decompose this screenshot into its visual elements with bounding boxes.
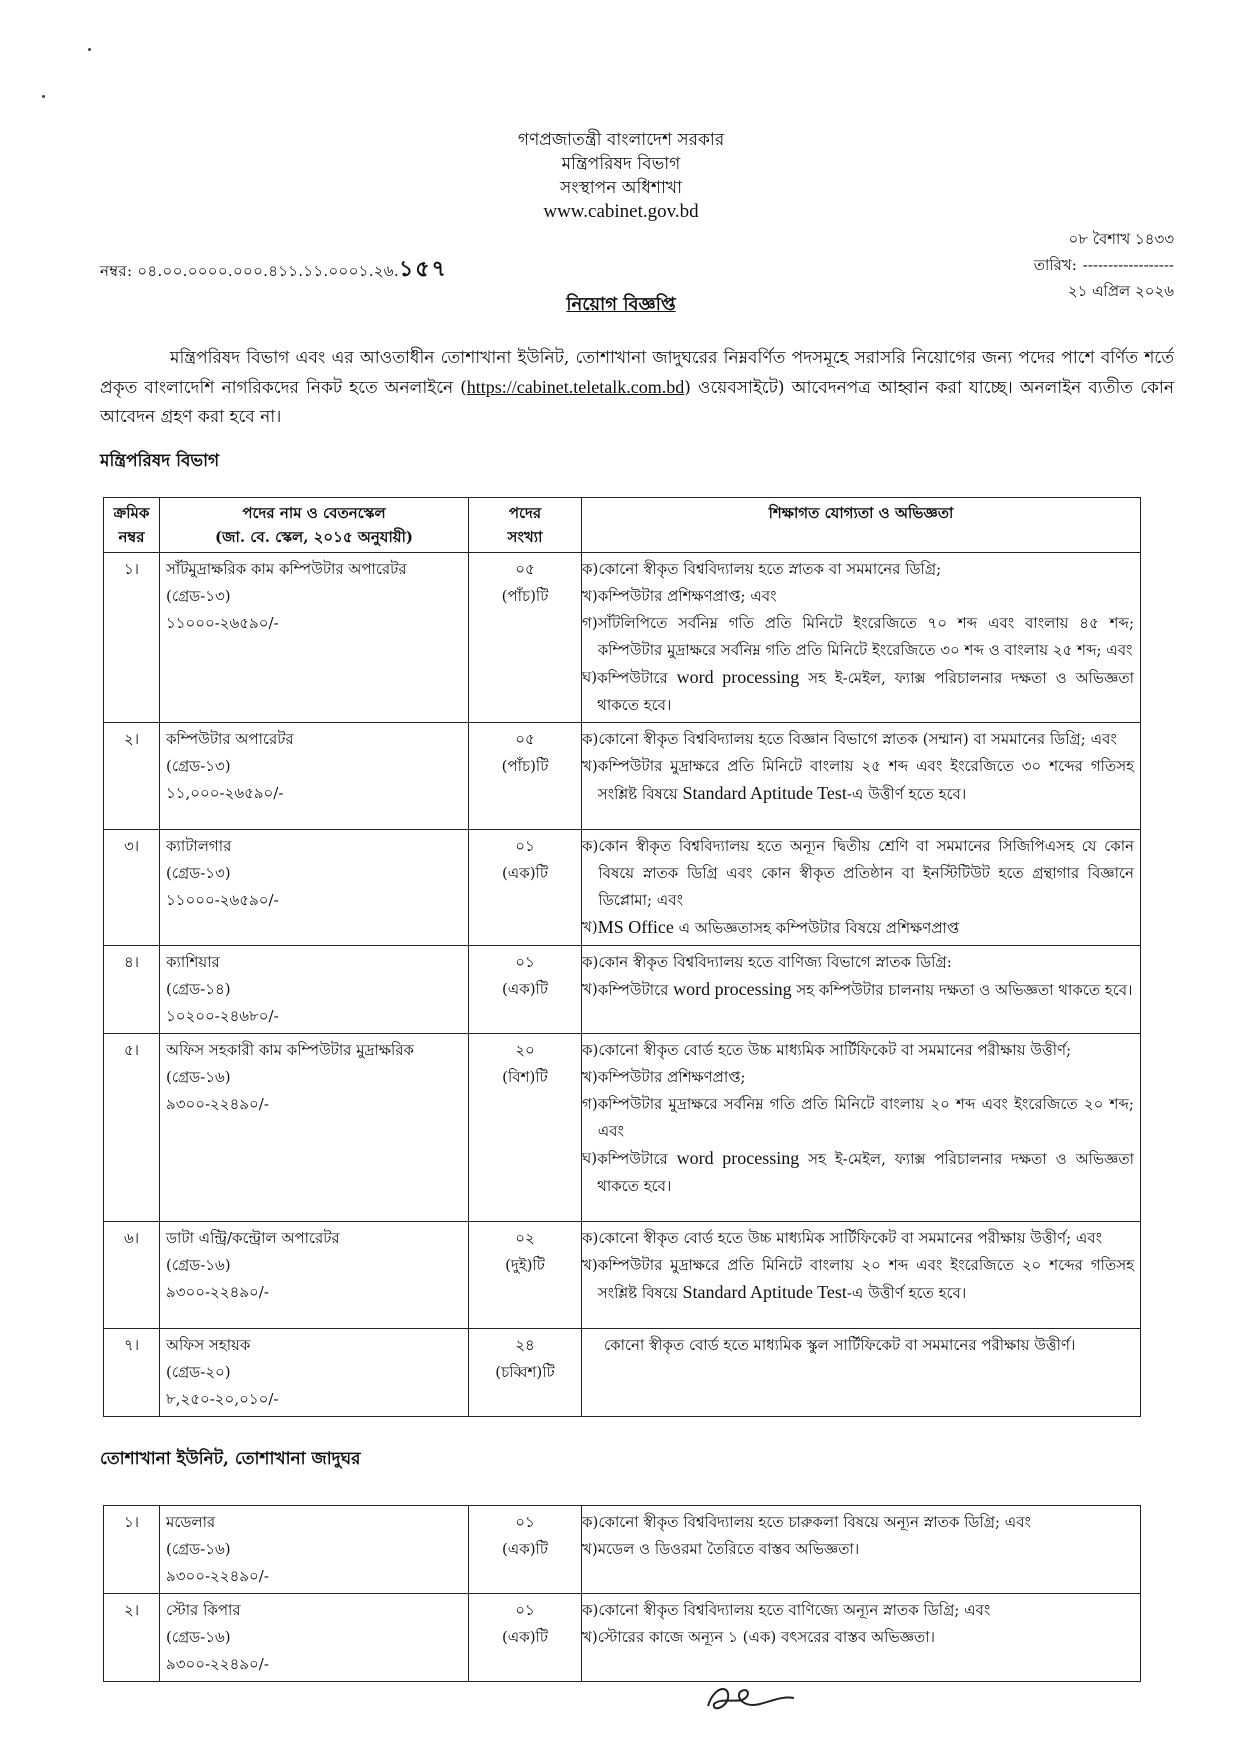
post-grade: (গ্রেড-১৬)	[166, 1540, 231, 1558]
signature	[700, 1678, 800, 1718]
table-row	[104, 1222, 1141, 1329]
section-heading-cabinet: মন্ত্রিপরিষদ বিভাগ	[100, 451, 220, 471]
qualification-item	[582, 664, 1134, 719]
post-name: সাঁটমুদ্রাক্ষরিক কাম কম্পিউটার অপারেটর	[166, 560, 407, 578]
post-name: অফিস সহায়ক	[166, 1336, 251, 1354]
post-count-words: (চব্বিশ)টি	[495, 1363, 555, 1381]
website: www.cabinet.gov.bd	[543, 201, 699, 222]
post-name: অফিস সহকারী কাম কম্পিউটার মুদ্রাক্ষরিক	[166, 1041, 415, 1059]
post-name: মডেলার	[166, 1513, 216, 1531]
post-scale: ১১০০০-২৬৫৯০/-	[166, 891, 279, 909]
scan-speck	[88, 48, 91, 51]
qualification-item	[582, 949, 1134, 976]
table-row	[104, 830, 1141, 946]
cell-count	[469, 1594, 582, 1682]
post-grade: (গ্রেড-১৬)	[166, 1256, 231, 1274]
cell-serial: ২।	[104, 1594, 160, 1682]
memo-prefix: নম্বর: ০৪.০০.০০০০.০০০.৪১১.১১.০০০১.২৬.	[100, 262, 399, 280]
table-header-row	[104, 498, 1141, 553]
cell-count	[469, 1506, 582, 1594]
col-qualification: শিক্ষাগত যোগ্যতা ও অভিজ্ঞতা	[582, 498, 1141, 553]
cell-serial: ৩।	[104, 830, 160, 946]
qualification-item	[582, 1037, 1134, 1064]
qualification-item	[582, 556, 1134, 583]
post-name: ক্যাশিয়ার	[166, 953, 220, 971]
post-count: ০২	[515, 1229, 535, 1247]
cell-count	[469, 723, 582, 830]
post-grade: (গ্রেড-১৬)	[166, 1068, 231, 1086]
qualification-text: মডেল ও ডিওরমা তৈরিতে বাস্তব অভিজ্ঞতা।	[597, 1540, 860, 1558]
post-scale: ৯৩০০-২২৪৯০/-	[166, 1283, 269, 1301]
date-english: ২১ এপ্রিল ২০২৬	[1067, 282, 1174, 300]
qualification-item	[582, 753, 1134, 808]
post-count-words: (এক)টি	[501, 864, 549, 882]
cell-post	[160, 1329, 469, 1417]
government-name: গণপ্রজাতন্ত্রী বাংলাদেশ সরকার	[517, 130, 725, 150]
post-count: ০১	[515, 1601, 535, 1619]
branch-name: সংস্থাপন অধিশাখা	[559, 178, 683, 198]
post-scale: ৯৩০০-২২৪৯০/-	[166, 1095, 269, 1113]
qualification-item	[582, 1624, 1134, 1651]
col-count: পদের সংখ্যা	[469, 498, 582, 553]
cell-serial: ৬।	[104, 1222, 160, 1329]
qualification-label: খ)	[582, 918, 598, 936]
cell-serial: ১।	[104, 1506, 160, 1594]
table-row	[104, 1034, 1141, 1222]
qualification-item	[582, 1509, 1134, 1536]
notice-title: নিয়োগ বিজ্ঞপ্তি	[566, 294, 676, 315]
qualification-label: গ)	[582, 1095, 598, 1113]
qualification-text: কোনো স্বীকৃত বোর্ড হতে মাধ্যমিক স্কুল সার্টিফিকেট বা সমমানের পরীক্ষায় উত্তীর্ণ।	[604, 1336, 1076, 1354]
qualification-item	[582, 1225, 1134, 1252]
qualification-label: ক)	[582, 1601, 599, 1619]
cell-qualification	[582, 1329, 1141, 1417]
post-name: ক্যাটালগার	[166, 837, 232, 855]
post-grade: (গ্রেড-২০)	[166, 1363, 231, 1381]
cell-qualification	[582, 1034, 1141, 1222]
post-scale: ১১,০০০-২৬৫৯০/-	[166, 784, 284, 802]
qualification-text: কম্পিউটারে word processing সহ কম্পিউটার চালনায় দক্ষতা ও অভিজ্ঞতা থাকতে হবে।	[597, 979, 1133, 999]
post-name: স্টোর কিপার	[166, 1601, 241, 1619]
cell-count	[469, 1329, 582, 1417]
qualification-text: কম্পিউটার মুদ্রাক্ষরে সর্বনিম্ন গতি প্রতি মিনিটে বাংলায় ২০ শব্দ এবং ইংরেজিতে ২০ শব্দ; এবং	[597, 1095, 1134, 1140]
qualification-label: খ)	[582, 1628, 598, 1646]
post-scale: ৯৩০০-২২৪৯০/-	[166, 1567, 269, 1585]
cell-serial: ৪।	[104, 946, 160, 1034]
qualification-text: কম্পিউটার প্রশিক্ষণপ্রাপ্ত;	[597, 1068, 746, 1086]
qualification-item	[582, 1064, 1134, 1091]
cell-qualification	[582, 946, 1141, 1034]
qualification-text: কোনো স্বীকৃত বিশ্ববিদ্যালয় হতে স্নাতক বা সমমানের ডিগ্রি;	[598, 560, 942, 578]
cell-qualification	[582, 1222, 1141, 1329]
post-count-words: (বিশ)টি	[502, 1068, 548, 1086]
qualification-item	[582, 1597, 1134, 1624]
qualification-item	[588, 1332, 1134, 1359]
qualification-item	[582, 583, 1134, 610]
cell-count	[469, 553, 582, 723]
qualification-label: খ)	[582, 1540, 598, 1558]
qualification-label: ক)	[582, 1041, 599, 1059]
cell-count	[469, 1034, 582, 1222]
post-count-words: (এক)টি	[501, 1540, 549, 1558]
qualification-item	[582, 1091, 1134, 1145]
cell-post	[160, 1034, 469, 1222]
date-separator: ------------------	[1082, 256, 1174, 274]
qualification-item	[582, 610, 1134, 664]
qualification-text: MS Office এ অভিজ্ঞতাসহ কম্পিউটার বিষয়ে প্রশিক্ষণপ্রাপ্ত	[597, 917, 960, 937]
cell-serial: ৫।	[104, 1034, 160, 1222]
qualification-text: কোনো স্বীকৃত বিশ্ববিদ্যালয় হতে চারুকলা বিষয়ে অন্যূন স্নাতক ডিগ্রি; এবং	[598, 1513, 1032, 1531]
qualification-text: কোনো স্বীকৃত বোর্ড হতে উচ্চ মাধ্যমিক সার্টিফিকেট বা সমমানের পরীক্ষায় উত্তীর্ণ;	[598, 1041, 1072, 1059]
post-name: ডাটা এন্ট্রি/কন্ট্রোল অপারেটর	[166, 1229, 340, 1247]
qualification-text: কোন স্বীকৃত বিশ্ববিদ্যালয় হতে বাণিজ্য বিভাগে স্নাতক ডিগ্রি:	[598, 953, 952, 971]
cell-serial: ৭।	[104, 1329, 160, 1417]
qualification-label: খ)	[582, 757, 598, 775]
qualification-label: ক)	[582, 953, 599, 971]
qualification-text: কম্পিউটার মুদ্রাক্ষরে প্রতি মিনিটে বাংলায় ২৫ শব্দ এবং ইংরেজিতে ৩০ শব্দের গতিসহ সংশ্লিষ্ট বিষয়ে Standard Aptitude Test-এ উত্তীর্ণ হতে হবে।	[597, 757, 1134, 803]
date-label: তারিখ:	[1033, 256, 1077, 274]
post-count-words: (দুই)টি	[505, 1256, 545, 1274]
cell-post	[160, 1222, 469, 1329]
post-grade: (গ্রেড-১৬)	[166, 1628, 231, 1646]
qualification-text: কম্পিউটারে word processing সহ ই-মেইল, ফ্যাক্স পরিচালনার দক্ষতা ও অভিজ্ঞতা থাকতে হবে।	[597, 667, 1134, 714]
qualification-label: ঘ)	[582, 1149, 598, 1167]
qualification-label: খ)	[582, 587, 598, 605]
cell-qualification	[582, 830, 1141, 946]
qualification-text: কম্পিউটার মুদ্রাক্ষরে প্রতি মিনিটে বাংলায় ২০ শব্দ এবং ইংরেজিতে ২০ শব্দের গতিসহ সংশ্লিষ্ট বিষয়ে Standard Aptitude Test-এ উত্তীর্ণ হতে হবে।	[597, 1256, 1134, 1302]
post-count-words: (এক)টি	[501, 1628, 549, 1646]
qualification-text: কম্পিউটারে word processing সহ ই-মেইল, ফ্যাক্স পরিচালনার দক্ষতা ও অভিজ্ঞতা থাকতে হবে।	[597, 1148, 1134, 1195]
cell-qualification	[582, 1506, 1141, 1594]
qualification-label: ক)	[582, 1513, 599, 1531]
jobs-table-cabinet	[103, 497, 1141, 1417]
cell-post	[160, 1594, 469, 1682]
table-row	[104, 553, 1141, 723]
qualification-text: কোন স্বীকৃত বিশ্ববিদ্যালয় হতে অন্যূন দ্বিতীয় শ্রেণি বা সমমানের সিজিপিএসহ যে কোন বিষয়ে স্নাতক ডিগ্রি এবং কোন স্বীকৃত প্রতিষ্ঠান বা ইনস্টিটিউট হতে গ্রন্থাগার বিজ্ঞানে ডিপ্লোমা; এবং	[598, 837, 1134, 909]
post-count: ২৪	[515, 1336, 535, 1354]
qualification-item	[582, 914, 1134, 942]
post-count: ০১	[515, 1513, 535, 1531]
col-post: পদের নাম ও বেতনস্কেল (জা. বে. স্কেল, ২০১৫ অনুযায়ী)	[160, 498, 469, 553]
qualification-label: গ)	[582, 614, 598, 632]
post-scale: ৯৩০০-২২৪৯০/-	[166, 1655, 269, 1673]
post-scale: ৮,২৫০-২০,০১০/-	[166, 1390, 279, 1408]
intro-text-after: ওয়েবসাইটে) আবেদনপত্র আহ্বান করা যাচ্ছে। অনলাইন ব্যতীত কোন আবেদন গ্রহণ করা হবে না।	[100, 378, 1174, 427]
intro-paragraph: মন্ত্রিপরিষদ বিভাগ এবং এর আওতাধীন তোশাখানা ইউনিট, তোশাখানা জাদুঘরের নিম্নবর্ণিত পদসমূহে সরাসরি নিয়োগের জন্য পদের পাশে বর্ণিত শর্তে প্রকৃত বাংলাদেশি নাগরিকদের নিকট হতে অনলাইনে (https://cabinet.teletalk.com.bd) ওয়েবসাইটে) আবেদনপত্র আহ্বান করা যাচ্ছে। অনলাইন ব্যতীত কোন আবেদন গ্রহণ করা হবে না।	[100, 348, 1174, 427]
qualification-item	[582, 976, 1134, 1004]
qualification-text: কম্পিউটার প্রশিক্ষণপ্রাপ্ত; এবং	[597, 587, 777, 605]
table-row	[104, 1594, 1141, 1682]
qualification-item	[582, 1252, 1134, 1307]
cell-count	[469, 830, 582, 946]
post-grade: (গ্রেড-১৩)	[166, 587, 231, 605]
table-row	[104, 946, 1141, 1034]
qualification-item	[582, 1536, 1134, 1563]
cell-post	[160, 830, 469, 946]
post-count-words: (এক)টি	[501, 980, 549, 998]
table-row	[104, 1506, 1141, 1594]
table-row	[104, 1329, 1141, 1417]
post-count: ০১	[515, 953, 535, 971]
post-count-words: (পাঁচ)টি	[501, 587, 549, 605]
division-name: মন্ত্রিপরিষদ বিভাগ	[561, 154, 681, 174]
qualification-item	[582, 833, 1134, 914]
post-count: ০৫	[515, 730, 535, 748]
post-name: কম্পিউটার অপারেটর	[166, 730, 294, 748]
post-grade: (গ্রেড-১৩)	[166, 864, 231, 882]
intro-text-before: মন্ত্রিপরিষদ বিভাগ এবং এর আওতাধীন তোশাখানা ইউনিট, তোশাখানা জাদুঘরের নিম্নবর্ণিত পদসমূহে সরাসরি নিয়োগের জন্য পদের পাশে বর্ণিত শর্তে প্রকৃত বাংলাদেশি নাগরিকদের নিকট হতে অনলাইনে (	[100, 348, 1174, 398]
qualification-item	[582, 726, 1134, 753]
qualification-label: ক)	[582, 837, 599, 855]
post-count: ০১	[515, 837, 535, 855]
qualification-label: খ)	[582, 980, 598, 998]
jobs-table-toshakhana	[103, 1505, 1141, 1682]
post-scale: ১১০০০-২৬৫৯০/-	[166, 614, 279, 632]
qualification-text: সাঁটলিপিতে সর্বনিম্ন গতি প্রতি মিনিটে ইংরেজিতে ৭০ শব্দ এবং বাংলায় ৪৫ শব্দ; কম্পিউটার মুদ্রাক্ষরে সর্বনিম্ন গতি প্রতি মিনিটে ইংরেজিতে ৩০ শব্দ ও বাংলায় ২৫ শব্দ; এবং	[597, 614, 1134, 659]
cell-count	[469, 1222, 582, 1329]
cell-serial: ২।	[104, 723, 160, 830]
post-grade: (গ্রেড-১৪)	[166, 980, 231, 998]
cell-serial: ১।	[104, 553, 160, 723]
qualification-text: কোনো স্বীকৃত বোর্ড হতে উচ্চ মাধ্যমিক সার্টিফিকেট বা সমমানের পরীক্ষায় উত্তীর্ণ; এবং	[598, 1229, 1103, 1247]
col-serial: ক্রমিক নম্বর	[104, 498, 160, 553]
cell-post	[160, 946, 469, 1034]
cell-count	[469, 946, 582, 1034]
letterhead	[0, 128, 1242, 224]
qualification-text: স্টোরের কাজে অন্যূন ১ (এক) বৎসরের বাস্তব অভিজ্ঞতা।	[597, 1628, 935, 1646]
qualification-text: কোনো স্বীকৃত বিশ্ববিদ্যালয় হতে বাণিজ্যে অন্যূন স্নাতক ডিগ্রি; এবং	[598, 1601, 991, 1619]
section-heading-toshakhana: তোশাখানা ইউনিট, তোশাখানা জাদুঘর	[100, 1449, 361, 1469]
qualification-label: ক)	[582, 730, 599, 748]
qualification-label: খ)	[582, 1256, 598, 1274]
qualification-text: কোনো স্বীকৃত বিশ্ববিদ্যালয় হতে বিজ্ঞান বিভাগে স্নাতক (সম্মান) বা সমমানের ডিগ্রি; এবং	[598, 730, 1117, 748]
date-bangla: ০৮ বৈশাখ ১৪৩৩	[1068, 230, 1174, 248]
cell-qualification	[582, 553, 1141, 723]
qualification-label: ক)	[582, 560, 599, 578]
cell-qualification	[582, 723, 1141, 830]
cell-post	[160, 553, 469, 723]
table-row	[104, 723, 1141, 830]
cell-qualification	[582, 1594, 1141, 1682]
post-count: ০৫	[515, 560, 535, 578]
qualification-label: ঘ)	[582, 668, 598, 686]
apply-link[interactable]: https://cabinet.teletalk.com.bd	[466, 377, 685, 397]
post-grade: (গ্রেড-১৩)	[166, 757, 231, 775]
scan-speck	[42, 95, 45, 98]
qualification-label: ক)	[582, 1229, 599, 1247]
qualification-label: খ)	[582, 1068, 598, 1086]
cell-post	[160, 1506, 469, 1594]
post-scale: ১০২০০-২৪৬৮০/-	[166, 1007, 279, 1025]
memo-handwritten-number: ১৫৭	[398, 256, 448, 282]
qualification-item	[582, 1145, 1134, 1200]
cell-post	[160, 723, 469, 830]
memo-number	[100, 252, 448, 289]
post-count: ২০	[515, 1041, 535, 1059]
post-count-words: (পাঁচ)টি	[501, 757, 549, 775]
